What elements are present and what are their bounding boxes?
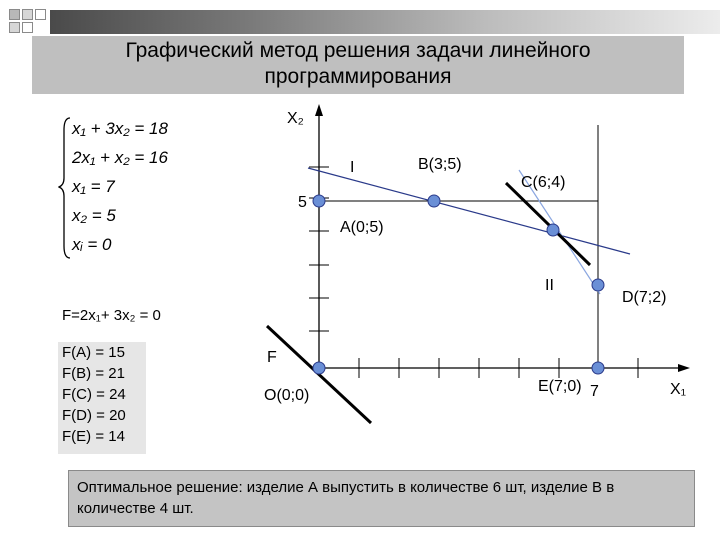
point-O — [313, 362, 325, 374]
point-B — [428, 195, 440, 207]
constraint-3: x₁ = 7 — [72, 177, 115, 196]
line-label-I: I — [350, 159, 355, 176]
point-E — [592, 362, 604, 374]
point-D — [592, 279, 604, 291]
x-axis-arrow — [678, 364, 690, 372]
line-label-II: II — [545, 277, 554, 294]
tick-label-5: 5 — [298, 194, 307, 211]
point-label-D: D(7;2) — [622, 289, 667, 306]
value-a: F(A) = 15 — [62, 344, 125, 361]
y-axis-arrow — [315, 104, 323, 116]
x-axis-label: X₁ — [670, 381, 687, 398]
constraint-1: x₁ + 3x₂ = 18 — [72, 119, 168, 138]
point-label-B: B(3;5) — [418, 156, 462, 173]
line-I — [308, 168, 630, 254]
point-A — [313, 195, 325, 207]
tick-label-7: 7 — [590, 383, 599, 400]
value-d: F(D) = 20 — [62, 407, 126, 424]
y-axis-label: X₂ — [287, 110, 304, 127]
constraint-4: x₂ = 5 — [72, 206, 116, 225]
point-label-O: O(0;0) — [264, 387, 310, 404]
value-b: F(B) = 21 — [62, 365, 125, 382]
answer-box: Оптимальное решение: изделие А выпустить в количестве 6 шт, изделие В в количестве 4 шт. — [68, 470, 695, 527]
point-label-C: C(6;4) — [521, 174, 566, 191]
constraint-5: xᵢ = 0 — [72, 235, 112, 254]
line-label-F: F — [267, 349, 277, 366]
title-line-1: Графический метод решения задачи линейного — [125, 39, 591, 62]
point-C — [547, 224, 559, 236]
value-e: F(E) = 14 — [62, 428, 125, 445]
title-line-2: программирования — [264, 65, 452, 88]
constraint-2: 2x₁ + x₂ = 16 — [72, 148, 168, 167]
value-c: F(C) = 24 — [62, 386, 126, 403]
point-label-E: E(7;0) — [538, 378, 582, 395]
objective-function: F=2x₁+ 3x₂ = 0 — [62, 307, 161, 324]
point-label-A: A(0;5) — [340, 219, 384, 236]
